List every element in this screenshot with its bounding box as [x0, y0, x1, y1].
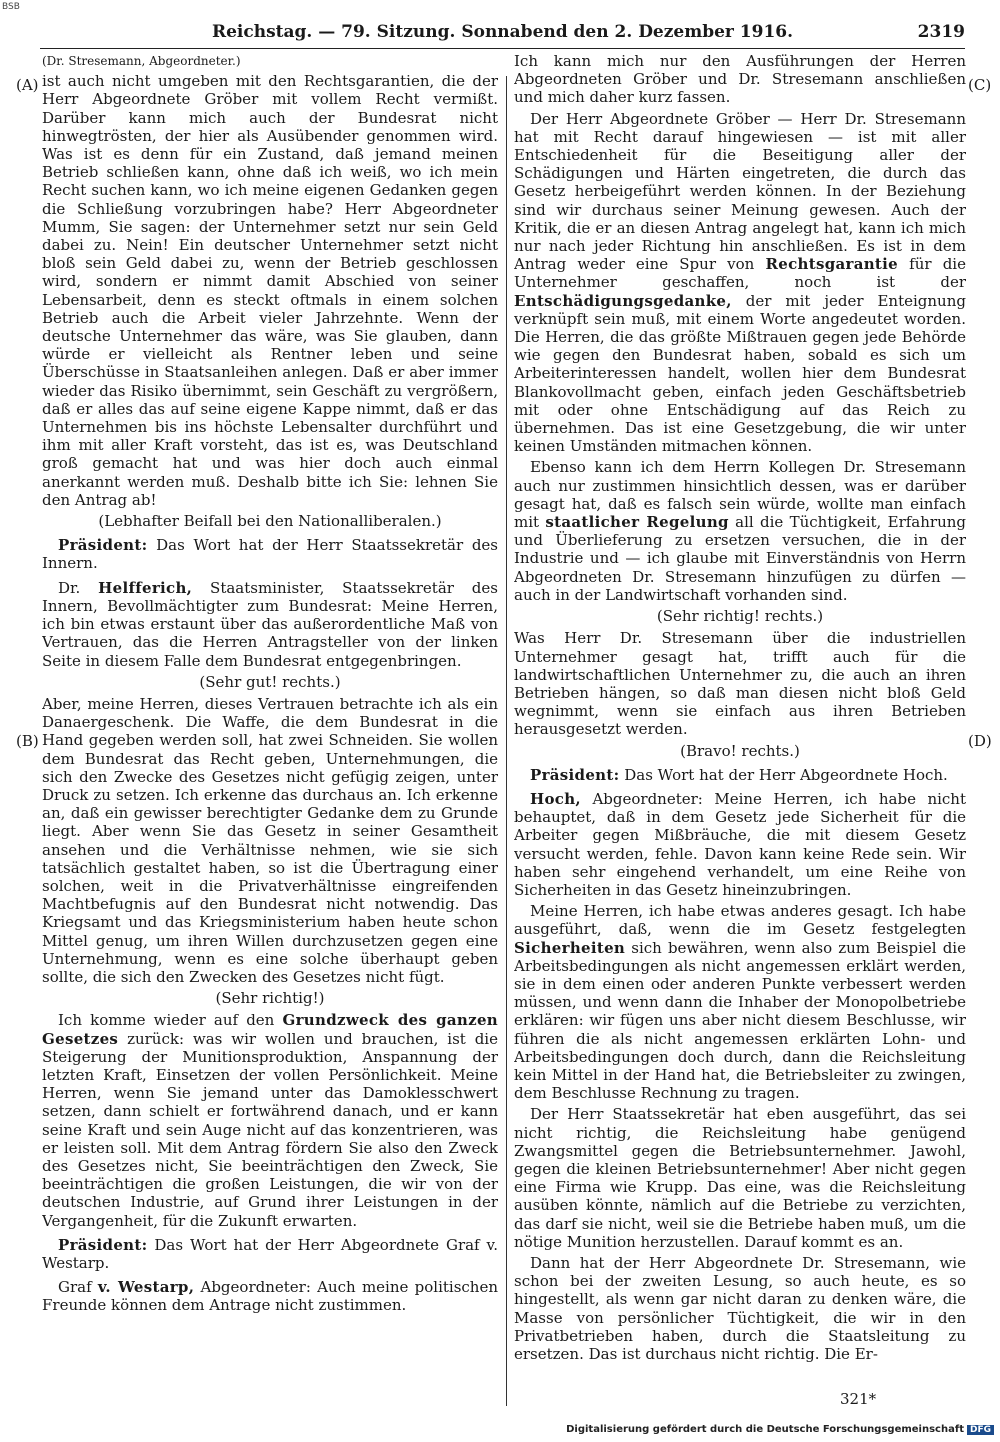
- left-column: [42, 52, 498, 1387]
- interjection: (Bravo! rechts.): [680, 741, 800, 760]
- emphasis: staatlicher Regelung: [545, 513, 729, 532]
- paragraph: Präsident: Das Wort hat der Herr Abgeordnete Graf v. Westarp.: [42, 1235, 498, 1272]
- speaker-name: v. Westarp,: [97, 1278, 195, 1297]
- margin-marker-b: (B): [16, 732, 39, 750]
- interjection: (Sehr richtig! rechts.): [656, 607, 824, 626]
- right-column: [514, 52, 966, 1387]
- paragraph: ist auch nicht umgeben mit den Rechtsgarantien, die der Herr Abgeordnete Gröber mit vollem Recht vermißt. Darüber kann mich auch der Bundesrat nicht hinwegtrösten, der hier als Ausübender genommen wird. Was ist es denn für ein Zustand, daß jemand meinen Betrieb schließen kann, ohne daß ich weiß, wo ich mein Recht suchen kann, wo ich meine eigenen Gedanken gegen die Schließung vorzubringen habe? Herr Abgeordneter Mumm, Sie sagen: der Unternehmer setzt nur sein Geld dabei zu. Nein! Ein deutscher Unternehmer setzt nicht bloß sein Geld dabei zu, wenn der Betrieb geschlossen wird, sondern er nimmt damit Abschied von seiner Lebensarbeit, denn es steckt oftmals in einem solchen Betrieb auch die Arbeit vieler Jahrzehnte. Wenn der deutsche Unternehmer das wäre, was Sie glauben, dann würde er vielleicht als Rentner leben und seine Überschüsse in Staatsanleihen anlegen. Daß er aber immer wieder das Risiko übernimmt, sein Geschäft zu vergrößern, daß er alles das auf seine eigene Kappe nimmt, daß er das Unternehmen bis ins höchste Lebensalter durchführt und ihm mit aller Kraft vorsteht, das ist es, was Deutschland groß gemacht hat und was hier doch auch einmal anerkannt werden muß. Deshalb bitte ich Sie: lehnen Sie den Antrag ab!: [42, 72, 498, 509]
- speaker-attribution: (Dr. Stresemann, Abgeordneter.): [42, 54, 241, 68]
- emphasis: Sicherheiten: [514, 938, 626, 957]
- paragraph: Ebenso kann ich dem Herrn Kollegen Dr. Stresemann auch nur zustimmen hinsichtlich dessen, was er darüber gesagt hat, daß es falsch sein würde, wollte man einfach mit staatlicher Regelung all die Tüchtigkeit, Erfahrung und Überlieferung zu ersetzen versuchen, die in der Industrie und — ich glaube mit Einverständnis von Herrn Abgeordneten Dr. Stresemann hinzufügen zu dürfen — auch in der Landwirtschaft vorhanden sind.: [514, 458, 966, 604]
- paragraph: Präsident: Das Wort hat der Herr Staatssekretär des Innern.: [42, 536, 498, 573]
- library-tag: BSB: [2, 2, 20, 12]
- running-header: [40, 22, 965, 46]
- paragraph: Graf v. Westarp, Abgeordneter: Auch meine politischen Freunde können dem Antrage nicht zustimmen.: [42, 1278, 498, 1315]
- speaker-name: Präsident:: [530, 765, 620, 784]
- dfg-logo-icon: DFG: [967, 1425, 994, 1435]
- margin-marker-d: (D): [968, 732, 992, 750]
- paragraph: Ich komme wieder auf den Grundzweck des ganzen Gesetzes zurück: was wir wollen und brauchen, ist die Steigerung der Munitionsproduktion, Anspannung der letzten Kraft, Einsetzen der vollen Persönlichkeit. Meine Herren, wenn Sie jemand unter das Damoklesschwert setzen, dann schielt er fortwährend danach, und er kann seine Kraft und sein Auge nicht auf das konzentrieren, was er leisten soll. Mit dem Antrag fördern Sie also den Zweck des Gesetzes nicht, Sie beeinträchtigen den Zweck, Sie beeinträchtigen die großen Leistungen, die wir von der deutschen Industrie, auf Grund ihrer Leistungen in der Vergangenheit, für die Zukunft erwarten.: [42, 1011, 498, 1230]
- header-rule: [40, 48, 965, 49]
- emphasis: Rechtsgarantie: [765, 255, 898, 274]
- paragraph: Dr. Helfferich, Staatsminister, Staatssekretär des Innern, Bevollmächtigter zum Bundesrat: Meine Herren, ich bin etwas erstaunt über das außerordentliche Maß von Vertrauen, das die Herren Antragsteller von der linken Seite in diesem Falle dem Bundesrat entgegenbringen.: [42, 578, 498, 670]
- signature-mark: 321*: [840, 1390, 877, 1408]
- paragraph: Der Herr Abgeordnete Gröber — Herr Dr. Stresemann hat mit Recht darauf hingewiesen — ist mit aller Entschiedenheit für die Beseitigung aller der Schädigungen und Härten eingetreten, die durch das Gesetz herbeigeführt werden können. In der Beziehung sind wir durchaus seiner Meinung gewesen. Auch der Kritik, die er an diesen Antrag angelegt hat, kann ich mich nur nach jeder Richtung hin anschließen. Es ist in dem Antrag weder eine Spur von Rechtsgarantie für die Unternehmer geschaffen, noch ist der Entschädigungsgedanke, der mit jeder Enteignung verknüpft sein muß, mit einem Worte angedeutet worden. Die Herren, die das größte Mißtrauen gegen jede Behörde wie gegen den Bundesrat haben, sobald es sich um Arbeiterinteressen handelt, wollen hier dem Bundesrat Blankovollmacht geben, einfach jeden Geschäftsbetrieb mit oder ohne Entschädigung auf das Reich zu übernehmen. Das ist eine Gesetzgebung, die wir unter keinen Umständen mitmachen können.: [514, 109, 966, 456]
- speaker-name: Präsident:: [58, 1235, 148, 1254]
- margin-marker-a: (A): [16, 76, 39, 94]
- page-number: 2319: [917, 22, 965, 42]
- margin-marker-c: (C): [968, 76, 992, 94]
- paragraph: Der Herr Staatssekretär hat eben ausgeführt, das sei nicht richtig, die Reichsleitung habe genügend Zwangsmittel gegen die Betriebsunternehmer. Jawohl, gegen die kleinen Betriebsunternehmer! Aber nicht gegen eine Firma wie Krupp. Das eine, was die Reichsleitung ausüben könnte, nämlich auf die Betriebe zu verzichten, das darf sie nicht, weil sie die Betriebe haben muß, um die nötige Munition herzustellen. Darauf kommt es an.: [514, 1105, 966, 1251]
- emphasis: Grundzweck des ganzen Gesetzes: [42, 1011, 498, 1048]
- running-title: Reichstag. — 79. Sitzung. Sonnabend den 2. Dezember 1916.: [211, 22, 794, 42]
- speaker-name: Hoch,: [530, 789, 581, 808]
- interjection: (Sehr gut! rechts.): [199, 672, 341, 691]
- paragraph: Aber, meine Herren, dieses Vertrauen betrachte ich als ein Danaergeschenk. Die Waffe, die dem Bundesrat in die Hand gegeben werden soll, hat zwei Schneiden. Sie wollen dem Bundesrat das Recht geben, Unternehmungen, die sich den Zwecke des Gesetzes nicht gefügig zeigen, unter Druck zu setzen. Ich erkenne das durchaus an. Ich erkenne an, daß ein gewisser berechtigter Gedanke dem zu Grunde liegt. Aber wenn Sie das Gesetz in seiner Gesamtheit ansehen und die Verhältnisse nehmen, wie sie sich tatsächlich gestaltet haben, so ist die Übertragung einer solchen, weit in die Privatverhältnisse eingreifenden Machtbefugnis auf den Bundesrat nicht notwendig. Das Kriegsamt und das Kriegsministerium haben heute schon Mittel genug, um ihren Willen durchzusetzen gegen eine Unternehmung, wenn es eine solche überhaupt geben sollte, die sich den Zwecken des Gesetzes nicht fügt.: [42, 694, 498, 986]
- footer-credit: [566, 1424, 994, 1435]
- paragraph: Präsident: Das Wort hat der Herr Abgeordnete Hoch.: [530, 765, 948, 784]
- paragraph: Ich kann mich nur den Ausführungen der Herren Abgeordneten Gröber und Dr. Stresemann anschließen und mich daher kurz fassen.: [514, 52, 966, 107]
- emphasis: Entschädigungsgedanke,: [514, 291, 732, 310]
- paragraph: Dann hat der Herr Abgeordnete Dr. Stresemann, wie schon bei der zweiten Lesung, so auch heute, es so hingestellt, als wenn gar nicht daran zu denken wäre, die Masse von persönlicher Tüchtigkeit, die wir in den Privatbetrieben haben, durch die Staatsleitung zu ersetzen. Das ist durchaus nicht richtig. Die Er-: [514, 1254, 966, 1364]
- interjection: (Lebhafter Beifall bei den Nationalliberalen.): [98, 512, 442, 531]
- paragraph: Meine Herren, ich habe etwas anderes gesagt. Ich habe ausgeführt, daß, wenn die im Gesetz festgelegten Sicherheiten sich bewähren, wenn also zum Beispiel die Arbeitsbedingungen als nicht angemessen erklärt werden, sie in dem einen oder anderen Punkte verbessert werden müssen, und wenn dann die Inhaber der Monopolbetriebe erklären: wir fügen uns aber nicht diesem Beschlusse, wir führen die als nicht angemessen erklärten Lohn- und Arbeitsbedingungen doch durch, dann die Reichsleitung kein Mittel in der Hand hat, die Betriebsleiter zu zwingen, dem Beschlusse Rechnung zu tragen.: [514, 902, 966, 1103]
- paragraph: Hoch, Abgeordneter: Meine Herren, ich habe nicht behauptet, daß in dem Gesetz jede Sicherheit für die Arbeiter gegen Mißbräuche, die mit diesem Gesetz versucht werden, fehle. Davon kann keine Rede sein. Wir haben sehr eingehend verhandelt, um eine Reihe von Sicherheiten in das Gesetz hineinzubringen.: [514, 789, 966, 899]
- speaker-name: Präsident:: [58, 536, 148, 555]
- footer-text: Digitalisierung gefördert durch die Deutsche Forschungsgemeinschaft: [566, 1424, 964, 1435]
- column-divider: [506, 76, 507, 1406]
- interjection: (Sehr richtig!): [215, 989, 325, 1008]
- paragraph: Was Herr Dr. Stresemann über die industriellen Unternehmer gesagt hat, trifft auch für die landwirtschaftlichen Unternehmer zu, die auch an ihren Betrieben hängen, so daß man diesen nicht bloß Geld wegnimmt, wenn sie einfach aus ihren Betrieben herausgesetzt werden.: [514, 629, 966, 739]
- speaker-name: Helfferich,: [98, 578, 193, 597]
